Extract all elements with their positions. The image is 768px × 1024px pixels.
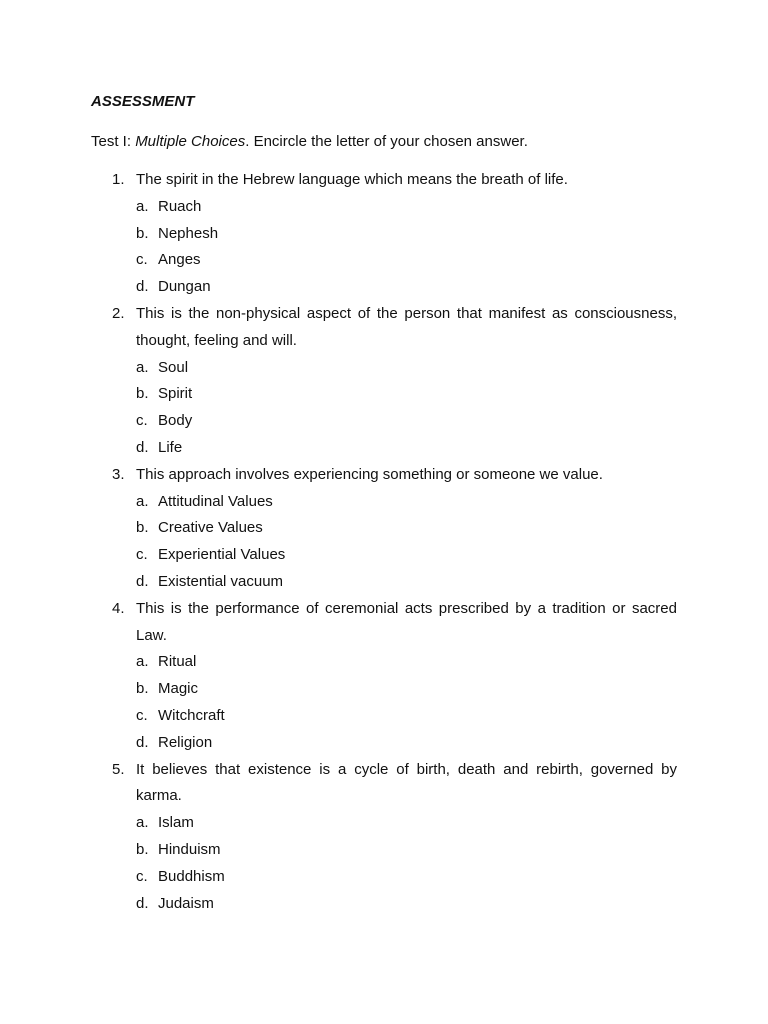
option-letter: a. (136, 197, 149, 215)
option-letter: a. (136, 492, 149, 510)
question-text: It believes that existence is a cycle of birth, death and rebirth, governed by karma. (136, 760, 677, 805)
option-letter: a. (136, 653, 149, 671)
option-letter: c. (136, 546, 148, 564)
option-letter: c. (136, 867, 148, 885)
question-2 (91, 301, 677, 462)
option-a (91, 355, 677, 382)
question-number: 3. (112, 465, 125, 483)
instructions-prefix: Test I: (91, 133, 136, 150)
option-text: Islam (158, 814, 194, 832)
option-a (91, 649, 677, 676)
option-letter: c. (136, 251, 148, 269)
question-1 (91, 167, 677, 301)
option-text: Nephesh (158, 224, 219, 242)
option-text: Body (158, 412, 193, 430)
option-text: Anges (158, 251, 201, 269)
option-d (91, 274, 677, 301)
option-letter: a. (136, 814, 149, 832)
option-text: Religion (158, 733, 213, 751)
instructions-emphasis: Multiple Choices (135, 133, 246, 150)
option-letter: d. (136, 438, 149, 456)
option-text: Soul (158, 358, 189, 376)
option-letter: c. (136, 706, 148, 724)
assessment-heading: ASSESSMENT (91, 93, 195, 110)
option-b (91, 381, 677, 408)
option-text: Hinduism (158, 840, 221, 858)
option-text: Life (158, 438, 183, 456)
question-5 (91, 757, 677, 918)
option-b (91, 515, 677, 542)
option-letter: b. (136, 680, 149, 698)
option-letter: d. (136, 894, 149, 912)
option-text: Buddhism (158, 867, 225, 885)
option-letter: d. (136, 278, 149, 296)
option-text: Magic (158, 680, 199, 698)
option-letter: b. (136, 385, 149, 403)
option-letter: d. (136, 572, 149, 590)
option-d (91, 435, 677, 462)
option-a (91, 489, 677, 516)
question-text: This is the performance of ceremonial acts prescribed by a tradition or sacred Law. (136, 599, 677, 644)
option-a (91, 810, 677, 837)
option-letter: d. (136, 733, 149, 751)
option-c (91, 703, 677, 730)
option-text: Attitudinal Values (158, 492, 273, 510)
option-text: Spirit (158, 385, 193, 403)
question-number: 5. (112, 760, 125, 778)
option-a (91, 194, 677, 221)
option-text: Judaism (158, 894, 214, 912)
option-text: Ritual (158, 653, 197, 671)
option-b (91, 676, 677, 703)
option-b (91, 837, 677, 864)
question-text: This is the non-physical aspect of the person that manifest as consciousness, thought, feeling and will. (136, 304, 677, 349)
question-3 (91, 462, 677, 596)
question-text: This approach involves experiencing something or someone we value. (136, 465, 603, 483)
question-number: 4. (112, 599, 125, 617)
question-number: 1. (112, 171, 125, 188)
question-4 (91, 596, 677, 757)
option-letter: c. (136, 412, 148, 430)
option-letter: a. (136, 358, 149, 376)
test-instructions (91, 133, 528, 151)
question-text: The spirit in the Hebrew language which means the breath of life. (136, 171, 568, 188)
option-b (91, 221, 677, 248)
option-text: Creative Values (158, 519, 263, 537)
option-d (91, 891, 677, 918)
instructions-suffix: . Encircle the letter of your chosen answer. (245, 133, 528, 150)
option-letter: b. (136, 224, 149, 242)
option-c (91, 542, 677, 569)
option-c (91, 408, 677, 435)
option-letter: b. (136, 519, 149, 537)
option-letter: b. (136, 840, 149, 858)
option-text: Experiential Values (158, 546, 286, 564)
question-list (91, 167, 677, 917)
option-text: Dungan (158, 278, 211, 296)
option-c (91, 864, 677, 891)
option-text: Witchcraft (158, 706, 225, 724)
option-d (91, 730, 677, 757)
option-d (91, 569, 677, 596)
option-c (91, 247, 677, 274)
question-number: 2. (112, 304, 125, 322)
option-text: Ruach (158, 197, 202, 215)
option-text: Existential vacuum (158, 572, 284, 590)
